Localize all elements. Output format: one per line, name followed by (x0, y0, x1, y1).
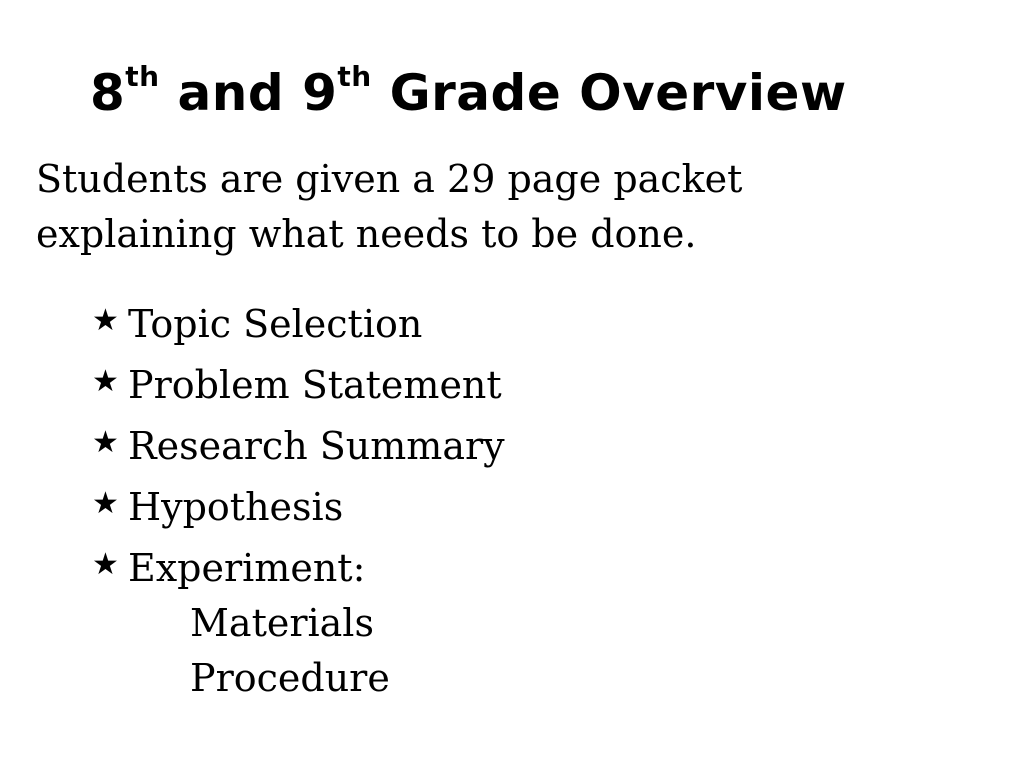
title-part-2: and 9 (159, 64, 338, 122)
star-icon: ★ (92, 546, 119, 582)
list-item-topic-selection (92, 294, 505, 355)
title-superscript-2: th (337, 60, 372, 94)
list-item-label: Experiment: (128, 546, 366, 590)
list-item-experiment (92, 538, 505, 599)
list-item-label: Topic Selection (128, 302, 423, 346)
sub-item-materials: Materials (190, 601, 374, 645)
title-part-3: Grade Overview (371, 64, 847, 122)
list-item-label: Problem Statement (128, 363, 502, 407)
title-part-1: 8 (90, 64, 126, 122)
list-item-label: Research Summary (128, 424, 505, 468)
list-item-hypothesis (92, 477, 505, 538)
list-item-problem-statement (92, 355, 505, 416)
star-icon: ★ (92, 302, 119, 338)
slide-title (90, 58, 847, 128)
sub-item-procedure: Procedure (190, 656, 390, 700)
star-icon: ★ (92, 363, 119, 399)
title-superscript-1: th (125, 60, 160, 94)
list-item-research-summary (92, 416, 505, 477)
list-item-label: Hypothesis (128, 485, 344, 529)
star-icon: ★ (92, 485, 119, 521)
star-icon: ★ (92, 424, 119, 460)
experiment-sub-list (190, 596, 390, 706)
intro-text: Students are given a 29 page packet explaining what needs to be done. (36, 157, 743, 256)
bullet-list (92, 294, 505, 599)
